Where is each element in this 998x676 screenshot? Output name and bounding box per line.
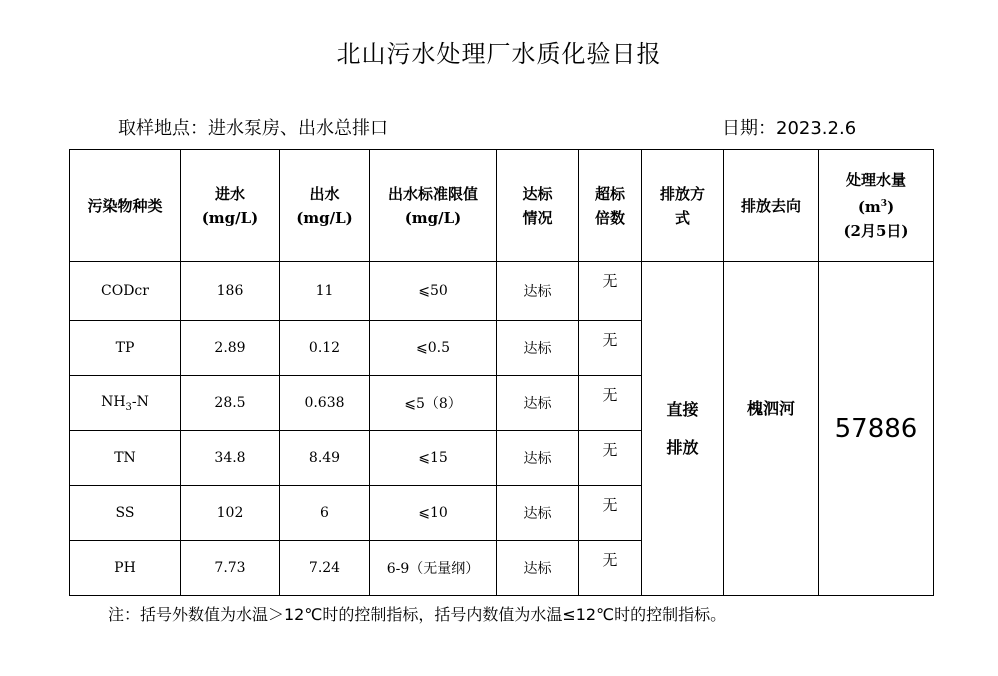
cell-exceed: 无 (579, 486, 642, 541)
cell-status: 达标 (497, 486, 579, 541)
header-volume (819, 150, 934, 262)
header-effluent (280, 150, 370, 262)
header-limit (370, 150, 497, 262)
water-quality-table (69, 149, 934, 596)
cell-exceed: 无 (579, 376, 642, 431)
volume-unit-prefix: (m (857, 198, 881, 216)
header-limit-unit: (mg/L) (404, 208, 462, 227)
header-influent-unit: (mg/L) (201, 208, 259, 227)
header-effluent-label: 出水 (309, 184, 340, 203)
header-influent (181, 150, 280, 262)
cell-exceed: 无 (579, 541, 642, 596)
cell-influent: 34.8 (181, 431, 280, 486)
cell-exceed: 无 (579, 262, 642, 321)
header-volume-label: 处理水量 (845, 171, 906, 189)
cell-influent: 102 (181, 486, 280, 541)
pollutant-main: NH (101, 393, 126, 410)
cell-status: 达标 (497, 541, 579, 596)
pollutant-tail: -N (131, 393, 149, 410)
cell-influent: 28.5 (181, 376, 280, 431)
cell-effluent: 0.638 (280, 376, 370, 431)
cell-limit: ⩽15 (370, 431, 497, 486)
cell-limit: ⩽5（8） (370, 376, 497, 431)
header-volume-date: (2月5日) (843, 222, 909, 240)
cell-influent: 186 (181, 262, 280, 321)
cell-influent: 2.89 (181, 321, 280, 376)
cell-discharge-mode (642, 262, 724, 596)
header-exceed-line2: 倍数 (594, 208, 625, 227)
report-title: 北山污水处理厂水质化验日报 (336, 40, 662, 68)
cell-pollutant (70, 376, 181, 431)
header-volume-unit (819, 192, 933, 219)
cell-effluent: 11 (280, 262, 370, 321)
header-status (497, 150, 579, 262)
cell-exceed: 无 (579, 321, 642, 376)
cell-exceed: 无 (579, 431, 642, 486)
cell-limit: ⩽10 (370, 486, 497, 541)
volume-unit-sup: 3 (880, 199, 888, 209)
header-discharge-mode (642, 150, 724, 262)
cell-pollutant: PH (70, 541, 181, 596)
header-effluent-unit: (mg/L) (296, 208, 353, 227)
discharge-mode-line2: 排放 (666, 437, 699, 457)
header-destination: 排放去向 (724, 150, 819, 262)
cell-pollutant: CODcr (70, 262, 181, 321)
cell-destination: 槐泗河 (724, 262, 819, 596)
cell-effluent: 6 (280, 486, 370, 541)
header-exceed (579, 150, 642, 262)
cell-status: 达标 (497, 321, 579, 376)
cell-effluent: 7.24 (280, 541, 370, 596)
header-influent-label: 进水 (214, 184, 245, 203)
cell-effluent: 0.12 (280, 321, 370, 376)
cell-effluent: 8.49 (280, 431, 370, 486)
cell-pollutant: TN (70, 431, 181, 486)
header-exceed-line1: 超标 (594, 184, 625, 203)
footnote: 注：括号外数值为水温＞12℃时的控制指标，括号内数值为水温≤12℃时的控制指标。 (108, 605, 727, 624)
cell-pollutant: SS (70, 486, 181, 541)
header-pollutant: 污染物种类 (70, 150, 181, 262)
volume-unit-suffix: ) (887, 198, 895, 216)
sample-location: 取样地点：进水泵房、出水总排口 (118, 118, 388, 139)
cell-status: 达标 (497, 262, 579, 321)
table-header-row (70, 150, 934, 262)
cell-status: 达标 (497, 431, 579, 486)
cell-limit: ⩽0.5 (370, 321, 497, 376)
cell-pollutant: TP (70, 321, 181, 376)
cell-limit: 6-9（无量纲） (370, 541, 497, 596)
header-limit-label: 出水标准限值 (387, 184, 478, 203)
header-status-line2: 情况 (522, 208, 553, 227)
report-date: 日期：2023.2.6 (722, 118, 857, 139)
header-discharge-mode-line2: 式 (674, 208, 690, 227)
cell-influent: 7.73 (181, 541, 280, 596)
table-row (70, 262, 934, 321)
pollutant-sub: 3 (125, 401, 132, 413)
header-status-line1: 达标 (522, 184, 553, 203)
cell-status: 达标 (497, 376, 579, 431)
cell-limit: ⩽50 (370, 262, 497, 321)
cell-volume: 57886 (819, 262, 934, 596)
discharge-mode-line1: 直接 (666, 399, 699, 419)
header-discharge-mode-line1: 排放方 (659, 184, 705, 203)
